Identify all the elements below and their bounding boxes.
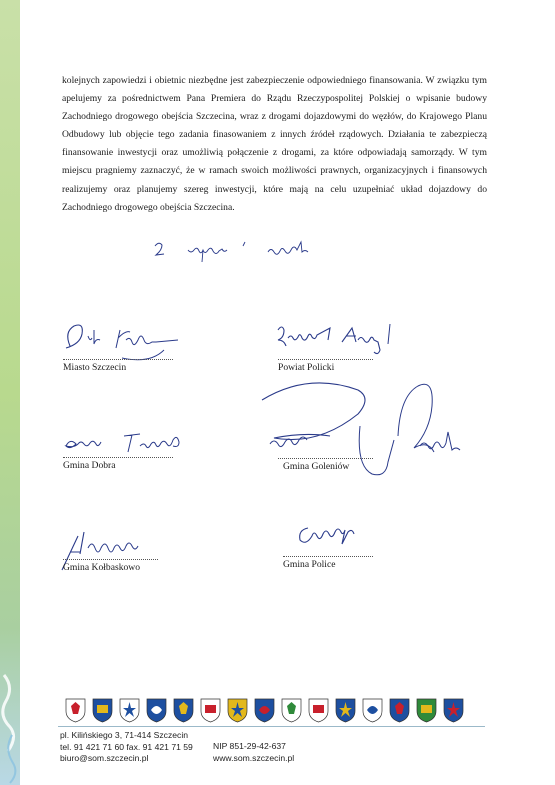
crest-10-icon (308, 698, 329, 723)
footer-phone: tel. 91 421 71 60 fax. 91 421 71 59 (60, 741, 193, 752)
crest-14-icon (416, 698, 437, 723)
wave-decoration-icon (0, 665, 20, 785)
footer-nip: NIP 851-29-42-637 (213, 741, 286, 751)
signature-miasto-szczecin (60, 318, 190, 363)
signature-line (63, 359, 173, 360)
signatory-label-miasto-szczecin: Miasto Szczecin (63, 362, 127, 373)
signature-gmina-dobra (60, 428, 190, 458)
signature-line (278, 458, 373, 459)
crest-9-icon (281, 698, 302, 723)
signatory-label-powiat-policki: Powiat Policki (278, 362, 335, 373)
signatory-label-gmina-kolbaskowo: Gmina Kołbaskowo (63, 562, 141, 573)
crest-5-icon (173, 698, 194, 723)
crest-1-icon (65, 698, 86, 723)
signature-gmina-police (296, 520, 366, 548)
crest-4-icon (146, 698, 167, 723)
crest-3-icon (119, 698, 140, 723)
crest-2-icon (92, 698, 113, 723)
handwritten-note (150, 238, 340, 264)
crest-11-icon (335, 698, 356, 723)
footer-email: biuro@som.szczecin.pl (60, 753, 149, 763)
footer-contact-right (213, 741, 294, 764)
signature-line (283, 556, 373, 557)
footer-contact-left (60, 730, 193, 765)
signatory-label-gmina-police: Gmina Police (283, 559, 336, 570)
crest-12-icon (362, 698, 383, 723)
member-crests-row (65, 693, 485, 723)
crest-8-icon (254, 698, 275, 723)
signature-line (278, 359, 373, 360)
signatory-label-gmina-goleniow: Gmina Goleniów (283, 461, 350, 472)
signature-powiat-policki (270, 318, 400, 360)
signature-line (63, 559, 158, 560)
signatory-label-gmina-dobra: Gmina Dobra (63, 460, 116, 471)
footer-address: pl. Kilińskiego 3, 71-414 Szczecin (60, 730, 189, 740)
crest-15-icon (443, 698, 464, 723)
crest-13-icon (389, 698, 410, 723)
footer-www: www.som.szczecin.pl (213, 752, 295, 763)
letter-body (62, 72, 487, 217)
footer-divider (58, 726, 485, 727)
crest-6-icon (200, 698, 221, 723)
crest-7-icon (227, 698, 248, 723)
signature-line (63, 457, 173, 458)
body-paragraph: kolejnych zapowiedzi i obietnic niezbędne jest zabezpieczenie odpowiedniego finansowania. W związku tym apelujemy za pośrednictwem Pana Premiera do Rządu Rzeczypospolitej Polskiej o wpisanie budowy Zachodniego drogowego obejścia Szczecina, wraz z drogami dojazdowymi do węzłów, do Krajowego Planu Odbudowy lub objęcie tego zadania finasowaniem z innych źródeł rządowych. Działania te zabezpieczą finansowanie inwestycji oraz umożliwią połączenie z drogami, za które odpowiadają samorządy. W tym miejscu pragniemy zaznaczyć, że w ramach swoich możliwości prawnych, organizacyjnych i finansowych realizujemy oraz planujemy szereg inwestycji, które mają na celu uzupełniać układ dojazdowy do Zachodniego drogowego obejścia Szczecina. (62, 75, 487, 213)
